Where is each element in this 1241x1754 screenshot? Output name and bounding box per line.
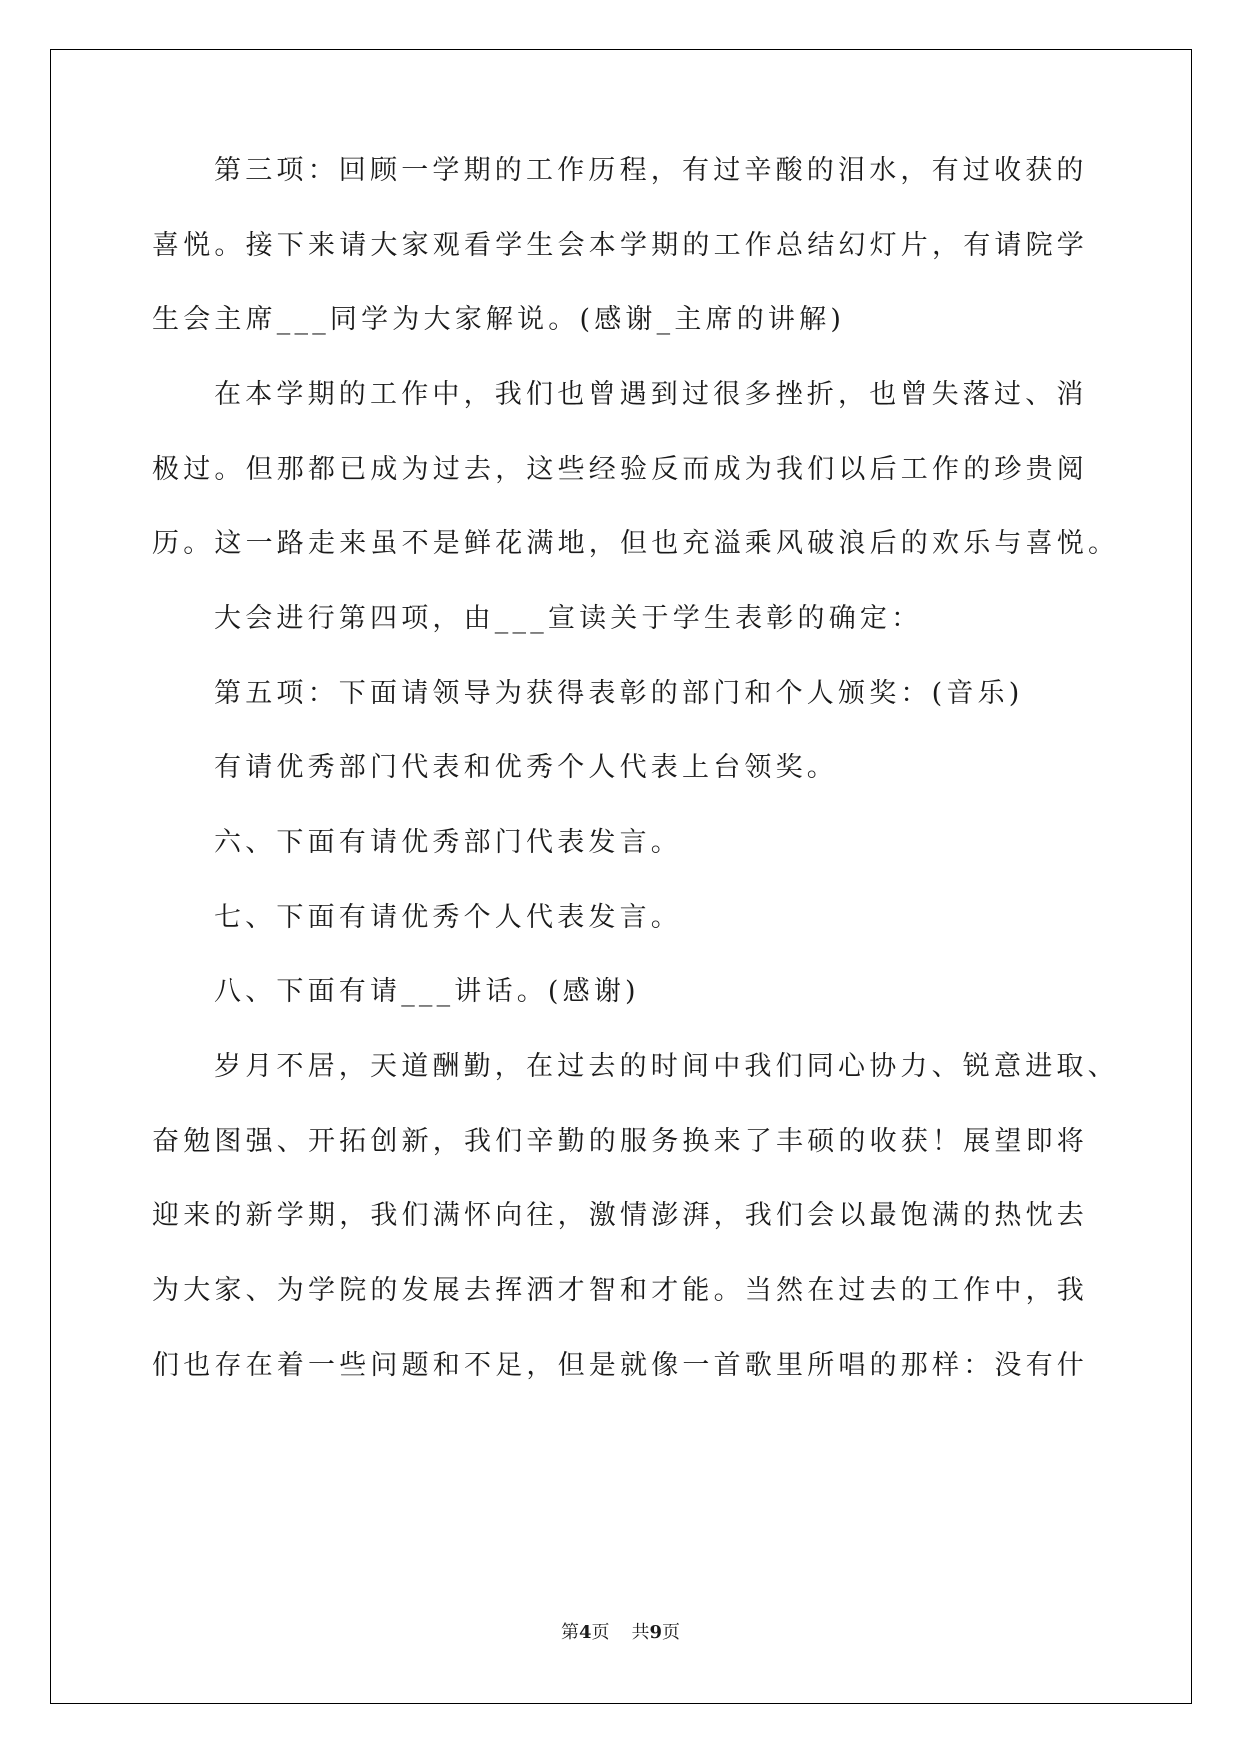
text-line: 们也存在着一些问题和不足，但是就像一首歌里所唱的那样：没有什 bbox=[152, 1350, 1088, 1381]
text-line: 喜悦。接下来请大家观看学生会本学期的工作总结幻灯片，有请院学 bbox=[152, 230, 1088, 261]
text-line: 有请优秀部门代表和优秀个人代表上台领奖。 bbox=[214, 752, 838, 783]
text-line: 生会主席___同学为大家解说。(感谢_主席的讲解) bbox=[152, 304, 846, 335]
text-line: 岁月不居，天道酬勤，在过去的时间中我们同心协力、锐意进取、 bbox=[214, 1051, 1119, 1082]
total-page-number: 9 bbox=[649, 1622, 663, 1643]
text-line: 奋勉图强、开拓创新，我们辛勤的服务换来了丰硕的收获！展望即将 bbox=[152, 1126, 1088, 1157]
text-line: 在本学期的工作中，我们也曾遇到过很多挫折，也曾失落过、消 bbox=[214, 379, 1088, 410]
page-footer bbox=[0, 1621, 1241, 1645]
text-line: 极过。但那都已成为过去，这些经验反而成为我们以后工作的珍贵阅 bbox=[152, 454, 1088, 485]
text-line: 为大家、为学院的发展去挥洒才智和才能。当然在过去的工作中，我 bbox=[152, 1275, 1088, 1306]
total-label-suffix: 页 bbox=[662, 1622, 681, 1643]
page-border bbox=[50, 49, 1192, 1704]
text-line: 第五项：下面请领导为获得表彰的部门和个人颁奖：(音乐) bbox=[214, 678, 1024, 709]
current-page-number: 4 bbox=[578, 1622, 592, 1643]
text-line: 第三项：回顾一学期的工作历程，有过辛酸的泪水，有过收获的 bbox=[214, 155, 1088, 186]
text-line: 历。这一路走来虽不是鲜花满地，但也充溢乘风破浪后的欢乐与喜悦。 bbox=[152, 528, 1120, 559]
text-line: 大会进行第四项，由___宣读关于学生表彰的确定： bbox=[214, 603, 923, 634]
page-label-suffix: 页 bbox=[591, 1622, 610, 1643]
total-label-prefix: 共 bbox=[631, 1622, 650, 1643]
text-line: 七、下面有请优秀个人代表发言。 bbox=[214, 902, 682, 933]
text-line: 六、下面有请优秀部门代表发言。 bbox=[214, 827, 682, 858]
text-line: 迎来的新学期，我们满怀向往，激情澎湃，我们会以最饱满的热忱去 bbox=[152, 1200, 1088, 1231]
page-label-prefix: 第 bbox=[560, 1622, 579, 1643]
text-line: 八、下面有请___讲话。(感谢) bbox=[214, 976, 640, 1007]
